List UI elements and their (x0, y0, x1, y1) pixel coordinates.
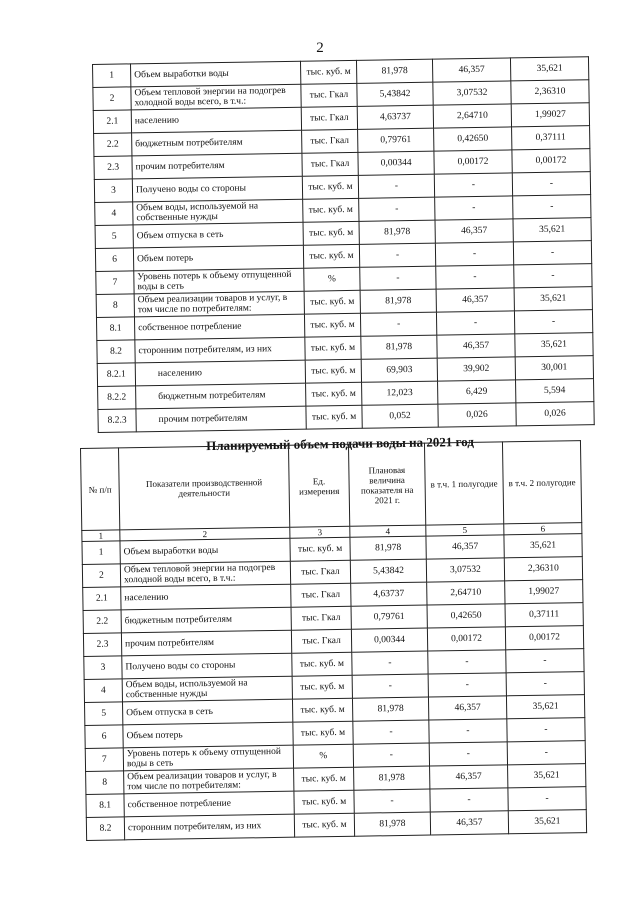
row-name: сторонним потребителям, из них (135, 337, 305, 363)
header-n: № п/п (81, 448, 120, 531)
row-value-h1: 0,42650 (434, 127, 512, 151)
row-number: 5 (84, 702, 122, 726)
row-number: 8.1 (86, 794, 124, 818)
row-value-h2: - (507, 741, 585, 765)
row-unit: тыс. куб. м (294, 767, 354, 791)
row-name: собственное потребление (134, 314, 304, 340)
row-name: прочим потребителям (136, 406, 306, 432)
row-value-h1: - (429, 719, 507, 743)
row-value-total: - (359, 243, 435, 267)
row-name: бюджетным потребителям (136, 383, 306, 409)
row-number: 8.2.1 (97, 363, 135, 387)
row-number: 2 (82, 564, 120, 588)
row-value-h1: 46,357 (428, 696, 506, 720)
row-number: 8.2 (97, 340, 135, 364)
row-value-h2: - (513, 195, 591, 219)
row-value-h1: - (430, 788, 508, 812)
row-unit: тыс. куб. м (306, 382, 362, 406)
row-value-total: 81,978 (360, 289, 436, 313)
row-number: 2.2 (83, 610, 121, 634)
row-number: 8 (86, 771, 124, 795)
row-unit: тыс. куб. м (294, 790, 354, 814)
row-name: Уровень потерь к объему отпущенной воды в сеть (123, 745, 293, 771)
row-value-total: 5,43842 (357, 82, 433, 106)
row-number: 3 (84, 656, 122, 680)
row-value-h2: 35,621 (514, 287, 592, 311)
row-value-h2: 35,621 (508, 810, 586, 834)
row-value-h2: 35,621 (506, 695, 584, 719)
row-name: Объем тепловой энергии на подогрев холодной воды всего, в т.ч.: (131, 84, 301, 110)
row-value-h1: - (435, 196, 513, 220)
row-value-h1: 2,64710 (433, 104, 511, 128)
row-value-h1: 46,357 (426, 535, 504, 559)
colnum-5: 5 (426, 524, 504, 536)
row-unit: тыс. Гкал (302, 129, 358, 153)
row-name: населению (135, 360, 305, 386)
row-value-h1: 46,357 (430, 765, 508, 789)
row-number: 2.3 (94, 156, 132, 180)
row-name: Получено воды со стороны (122, 653, 292, 679)
row-value-total: 4,63737 (351, 582, 427, 606)
row-unit: тыс. куб. м (302, 175, 358, 199)
row-value-h1: - (428, 673, 506, 697)
row-unit: тыс. Гкал (301, 83, 357, 107)
row-value-total: 81,978 (352, 697, 428, 721)
row-number: 2.2 (94, 133, 132, 157)
row-unit: тыс. куб. м (293, 721, 353, 745)
row-unit: тыс. куб. м (294, 813, 354, 837)
row-value-h2: - (514, 264, 592, 288)
row-value-h2: 2,36310 (504, 557, 582, 581)
colnum-2: 2 (120, 527, 290, 541)
row-value-h2: 2,36310 (511, 80, 589, 104)
row-value-h1: 46,357 (437, 334, 515, 358)
row-value-h1: - (436, 265, 514, 289)
row-value-h2: 35,621 (504, 534, 582, 558)
row-name: Получено воды со стороны (132, 176, 302, 202)
table-planned-water-supply-2021 (80, 440, 587, 841)
row-value-total: 81,978 (361, 335, 437, 359)
row-name: Объем потерь (123, 722, 293, 748)
row-unit: тыс. куб. м (304, 313, 360, 337)
row-value-h1: 46,357 (436, 288, 514, 312)
row-name: бюджетным потребителям (121, 607, 291, 633)
row-name: Уровень потерь к объему отпущенной воды в сеть (134, 268, 304, 294)
row-name: Объем воды, используемой на собственные нужды (133, 199, 303, 225)
row-name: Объем реализации товаров и услуг, в том числе по потребителям: (124, 768, 294, 794)
row-value-h1: 46,357 (435, 219, 513, 243)
row-value-total: - (354, 789, 430, 813)
row-value-total: - (353, 743, 429, 767)
row-value-h2: 0,00172 (505, 626, 583, 650)
row-number: 2.1 (93, 110, 131, 134)
row-unit: тыс. куб. м (292, 675, 352, 699)
row-name: Объем воды, используемой на собственные нужды (122, 676, 292, 702)
row-unit: тыс. куб. м (303, 244, 359, 268)
row-number: 5 (95, 225, 133, 249)
row-value-h2: - (514, 310, 592, 334)
row-unit: тыс. куб. м (292, 652, 352, 676)
row-value-h1: 46,357 (430, 811, 508, 835)
row-number: 2 (93, 87, 131, 111)
row-name: населению (131, 107, 301, 133)
row-value-h1: 0,00172 (434, 150, 512, 174)
row-name: Объем выработки воды (120, 538, 290, 564)
row-unit: тыс. куб. м (300, 60, 356, 84)
row-name: прочим потребителям (121, 630, 291, 656)
row-number: 2.1 (83, 587, 121, 611)
row-unit: тыс. Гкал (290, 560, 350, 584)
row-number: 6 (85, 725, 123, 749)
row-value-h1: 3,07532 (433, 81, 511, 105)
table2-title: Планируемый объем подачи воды на 2021 год (206, 433, 474, 454)
row-unit: % (293, 744, 353, 768)
colnum-6: 6 (504, 523, 582, 535)
header-v3: в т.ч. 2 полугодие (502, 441, 581, 524)
row-unit: тыс. куб. м (303, 198, 359, 222)
table-water-supply-continued (92, 56, 595, 433)
row-unit: тыс. куб. м (304, 290, 360, 314)
row-value-total: - (353, 720, 429, 744)
row-unit: тыс. Гкал (291, 583, 351, 607)
header-v2: в т.ч. 1 полугодие (424, 442, 503, 525)
row-name: Объем отпуска в сеть (122, 699, 292, 725)
row-value-h2: - (506, 649, 584, 673)
row-value-h1: - (428, 650, 506, 674)
row-value-h1: - (434, 173, 512, 197)
colnum-1: 1 (82, 530, 120, 542)
row-value-h2: - (506, 672, 584, 696)
row-value-h2: - (507, 718, 585, 742)
row-name: Объем потерь (133, 245, 303, 271)
row-value-total: 69,903 (361, 358, 437, 382)
row-value-total: 0,79761 (351, 605, 427, 629)
row-unit: тыс. куб. м (305, 359, 361, 383)
row-value-h1: 6,429 (438, 380, 516, 404)
row-value-total: 12,023 (362, 381, 438, 405)
row-number: 3 (94, 179, 132, 203)
row-number: 1 (82, 541, 120, 565)
row-number: 4 (84, 679, 122, 703)
header-v1: Плановая величина показателя на 2021 г. (348, 443, 425, 526)
row-value-h1: 3,07532 (426, 558, 504, 582)
row-name: сторонним потребителям, из них (124, 814, 294, 840)
page-number: 2 (316, 40, 324, 56)
row-name: собственное потребление (124, 791, 294, 817)
row-value-h2: 0,37111 (505, 603, 583, 627)
row-number: 8.1 (96, 317, 134, 341)
row-value-total: 5,43842 (350, 559, 426, 583)
row-value-h1: 2,64710 (427, 581, 505, 605)
row-number: 7 (85, 748, 123, 772)
row-name: бюджетным потребителям (132, 130, 302, 156)
row-value-total: 81,978 (354, 766, 430, 790)
row-unit: тыс. Гкал (291, 606, 351, 630)
row-value-h1: - (429, 742, 507, 766)
table2-header-row (81, 441, 582, 531)
row-number: 2.3 (83, 633, 121, 657)
row-value-h1: 39,902 (437, 357, 515, 381)
row-unit: тыс. куб. м (306, 405, 362, 429)
row-value-h2: - (513, 241, 591, 265)
row-number: 8.2.2 (98, 386, 136, 410)
colnum-4: 4 (350, 525, 426, 537)
row-value-total: - (352, 651, 428, 675)
row-value-h1: - (435, 242, 513, 266)
row-unit: % (304, 267, 360, 291)
row-value-total: - (352, 674, 428, 698)
row-value-total: 81,978 (356, 59, 432, 83)
row-value-h2: - (508, 787, 586, 811)
row-unit: тыс. Гкал (302, 152, 358, 176)
row-value-total: 0,00344 (358, 151, 434, 175)
row-value-h2: 0,00172 (512, 149, 590, 173)
row-value-total: 81,978 (350, 536, 426, 560)
row-value-h2: - (512, 172, 590, 196)
row-value-h1: 46,357 (432, 58, 510, 82)
row-value-total: 0,052 (362, 404, 438, 428)
row-number: 8.2.3 (98, 409, 136, 433)
row-number: 7 (96, 271, 134, 295)
row-name: Объем выработки воды (131, 61, 301, 87)
row-value-total: 81,978 (359, 220, 435, 244)
row-value-h1: 0,42650 (427, 604, 505, 628)
row-value-total: 4,63737 (357, 105, 433, 129)
row-name: прочим потребителям (132, 153, 302, 179)
row-number: 6 (95, 248, 133, 272)
row-value-total: - (359, 197, 435, 221)
row-value-h2: 30,001 (515, 356, 593, 380)
row-value-h1: 0,00172 (427, 627, 505, 651)
row-value-h2: 1,99027 (505, 580, 583, 604)
row-name: Объем тепловой энергии на подогрев холодной воды всего, в т.ч.: (120, 561, 290, 587)
row-name: Объем реализации товаров и услуг, в том числе по потребителям: (134, 291, 304, 317)
row-value-total: - (358, 174, 434, 198)
row-value-h2: 5,594 (516, 379, 594, 403)
row-unit: тыс. куб. м (305, 336, 361, 360)
row-unit: тыс. Гкал (301, 106, 357, 130)
row-value-h1: 0,026 (438, 403, 516, 427)
row-value-total: 0,79761 (358, 128, 434, 152)
row-value-total: - (360, 312, 436, 336)
header-unit: Ед. измерения (288, 444, 349, 527)
row-value-h1: - (436, 311, 514, 335)
row-value-h2: 35,621 (515, 333, 593, 357)
row-value-total: 81,978 (354, 812, 430, 836)
row-number: 8.2 (86, 817, 124, 841)
row-value-h2: 0,026 (516, 402, 594, 426)
row-number: 8 (96, 294, 134, 318)
row-unit: тыс. куб. м (290, 537, 350, 561)
row-unit: тыс. куб. м (292, 698, 352, 722)
header-name: Показатели производственной деятельности (119, 445, 290, 530)
row-value-total: 0,00344 (351, 628, 427, 652)
row-value-total: - (360, 266, 436, 290)
colnum-3: 3 (290, 526, 350, 538)
row-number: 4 (95, 202, 133, 226)
row-value-h2: 35,621 (508, 764, 586, 788)
row-value-h2: 0,37111 (512, 126, 590, 150)
row-value-h2: 1,99027 (511, 103, 589, 127)
row-name: Объем отпуска в сеть (133, 222, 303, 248)
row-value-h2: 35,621 (510, 57, 588, 81)
row-unit: тыс. Гкал (291, 629, 351, 653)
row-unit: тыс. куб. м (303, 221, 359, 245)
row-number: 1 (93, 64, 131, 88)
row-value-h2: 35,621 (513, 218, 591, 242)
row-name: населению (121, 584, 291, 610)
